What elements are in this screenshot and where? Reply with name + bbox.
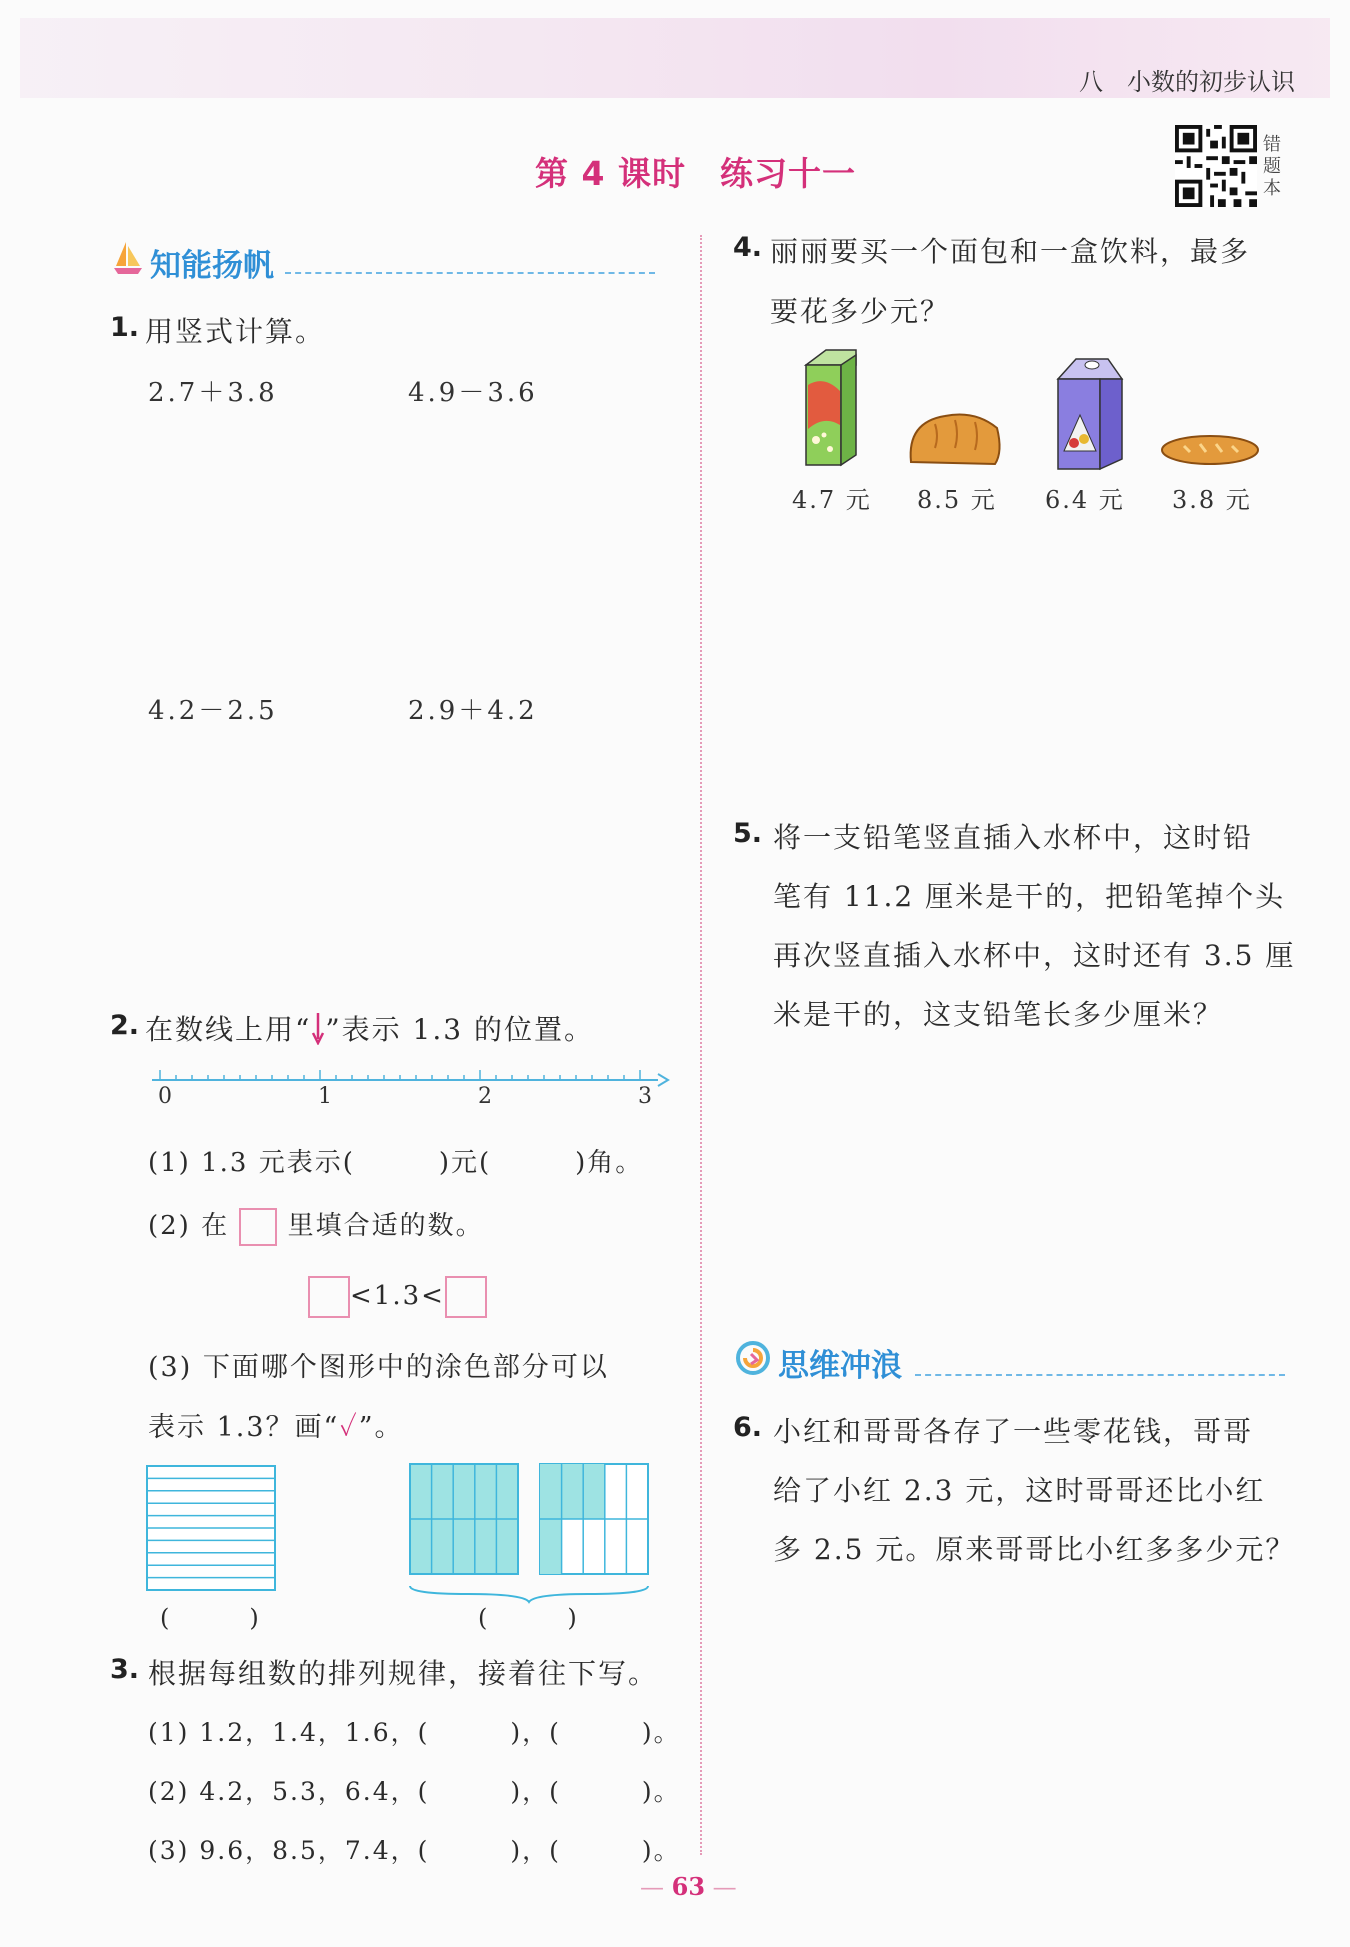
qr-label: 错题本 — [1263, 134, 1281, 199]
page-title: 第 4 课时 练习十一 — [535, 154, 856, 193]
q4-line2: 要花多少元？ — [770, 295, 951, 328]
check-mark-icon: ✓ — [339, 1412, 359, 1443]
section-divider-left — [285, 272, 655, 274]
juice-carton-icon — [796, 345, 866, 470]
down-arrow-icon — [311, 1011, 325, 1045]
sailboat-icon — [112, 240, 144, 276]
price-juice: 4.7 元 — [792, 486, 872, 514]
figure-a-answer[interactable]: ( ) — [160, 1604, 261, 1632]
q1-expr-2: 4.9－3.6 — [408, 378, 538, 408]
answer-box[interactable] — [239, 1208, 277, 1246]
price-bread: 8.5 元 — [917, 486, 997, 514]
q5-line-3: 再次竖直插入水杯中，这时还有 3.5 厘 — [773, 939, 1296, 972]
q5-line-1: 将一支铅笔竖直插入水杯中，这时铅 — [773, 821, 1254, 854]
q1-text: 用竖式计算。 — [145, 315, 326, 348]
q6-line-1: 小红和哥哥各存了一些零花钱，哥哥 — [773, 1415, 1254, 1448]
q2-text-post: ”表示 1.3 的位置。 — [325, 1013, 594, 1046]
q5-line-4: 米是干的，这支铅笔长多少厘米？ — [773, 998, 1224, 1031]
price-milk: 6.4 元 — [1045, 486, 1125, 514]
column-divider — [700, 235, 702, 1855]
q1-expr-3: 4.2－2.5 — [148, 696, 278, 726]
number-line[interactable] — [150, 1060, 670, 1110]
answer-box-right[interactable] — [445, 1276, 487, 1318]
q2-text — [145, 1008, 594, 1048]
q6-line-3: 多 2.5 元。原来哥哥比小红多多少元？ — [773, 1533, 1296, 1566]
tick-label-3: 3 — [638, 1084, 655, 1109]
milk-carton-icon — [1050, 355, 1130, 473]
q2-sub3-pre: 表示 1.3？画“ — [148, 1412, 340, 1443]
q2-inequality — [308, 1276, 487, 1318]
q2-sub1: (1) 1.3 元表示( )元( )角。 — [148, 1148, 644, 1178]
q1-number: 1. — [110, 312, 140, 343]
q6-line-2: 给了小红 2.3 元，这时哥哥还比小红 — [773, 1474, 1266, 1507]
figure-b-answer[interactable]: ( ) — [478, 1604, 579, 1632]
section-divider-right — [915, 1374, 1285, 1376]
price-baguette: 3.8 元 — [1172, 486, 1252, 514]
q1-expr-4: 2.9＋4.2 — [408, 696, 538, 726]
q2-sub2-post: 里填合适的数。 — [287, 1211, 484, 1241]
page-footer: — 63 — — [640, 1872, 737, 1901]
q5-line-2: 笔有 11.2 厘米是干的，把铅笔掉个头 — [773, 880, 1286, 913]
baguette-icon — [1160, 432, 1260, 468]
q2-number: 2. — [110, 1010, 140, 1041]
tick-label-0: 0 — [158, 1084, 175, 1109]
qr-code-icon[interactable] — [1175, 125, 1257, 207]
q2-sub3-line2 — [148, 1405, 404, 1444]
q3-line-1: (1) 1.2，1.4，1.6，( )，( )。 — [148, 1718, 681, 1747]
q2-sub3-post: ”。 — [358, 1412, 404, 1443]
bread-loaf-icon — [905, 402, 1005, 472]
q2-sub2-pre: (2) 在 — [148, 1211, 230, 1241]
q3-number: 3. — [110, 1654, 140, 1685]
q3-line-2: (2) 4.2，5.3，6.4，( )，( )。 — [148, 1777, 681, 1806]
section-title-zhineng: 知能扬帆 — [150, 248, 274, 284]
q4-line1: 丽丽要买一个面包和一盒饮料，最多 — [770, 235, 1251, 268]
tick-label-1: 1 — [318, 1084, 335, 1109]
tick-label-2: 2 — [478, 1084, 495, 1109]
q2-text-pre: 在数线上用“ — [145, 1013, 312, 1046]
q2-inequality-text: <1.3< — [350, 1281, 445, 1311]
figure-a-striped[interactable] — [146, 1465, 276, 1591]
q5-number: 5. — [733, 818, 763, 849]
section-title-siwei: 思维冲浪 — [778, 1348, 902, 1384]
answer-box-left[interactable] — [308, 1276, 350, 1318]
chapter-title: 八 小数的初步认识 — [1079, 68, 1295, 96]
page-number: 63 — [671, 1872, 706, 1901]
q2-sub2 — [148, 1205, 484, 1246]
q1-expr-1: 2.7＋3.8 — [148, 378, 278, 408]
thinking-wave-icon — [735, 1340, 771, 1376]
q3-text: 根据每组数的排列规律，接着往下写。 — [148, 1657, 659, 1690]
q6-number: 6. — [733, 1412, 763, 1443]
q3-line-3: (3) 9.6，8.5，7.4，( )，( )。 — [148, 1836, 681, 1865]
q4-number: 4. — [733, 232, 763, 263]
q2-sub3-line1: (3) 下面哪个图形中的涂色部分可以 — [148, 1352, 609, 1383]
